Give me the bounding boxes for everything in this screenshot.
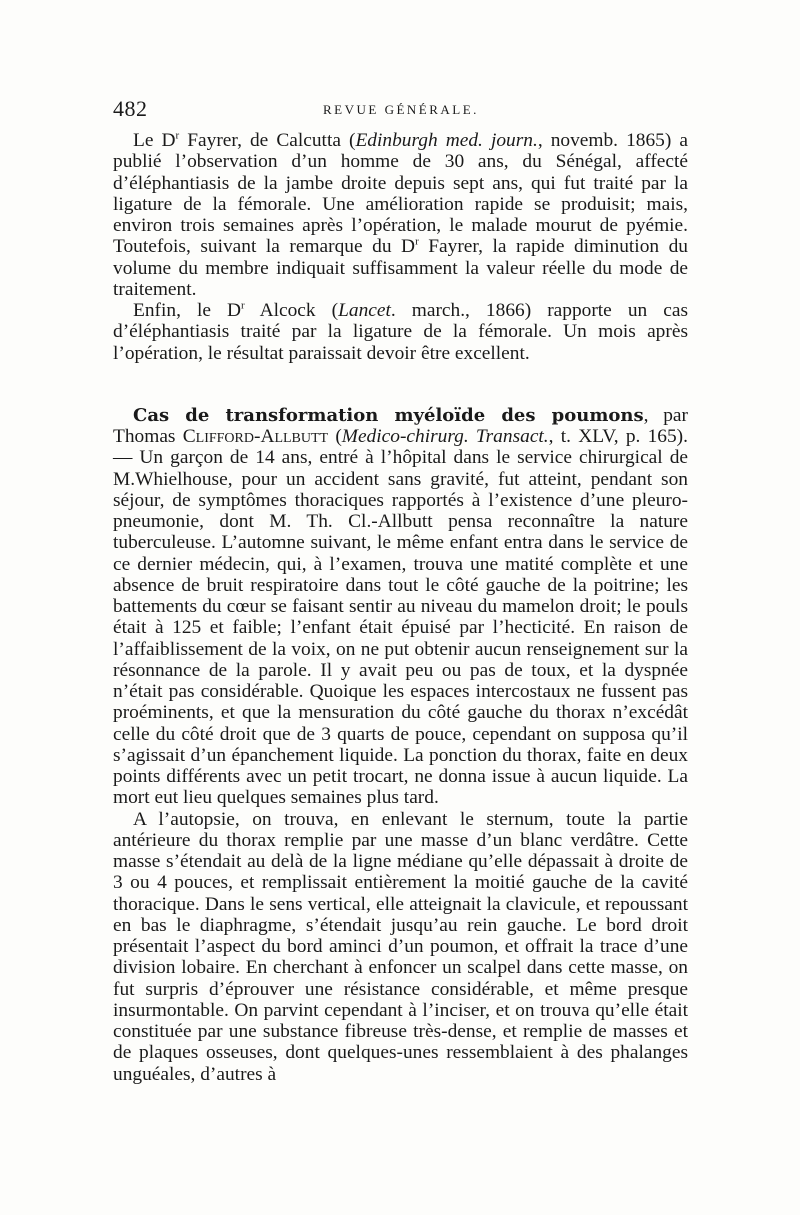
paragraph-autopsy [113, 809, 688, 1085]
text-run: Fayrer, de Calcutta ( [179, 130, 356, 151]
text-run: , t. XLV, p. 165). — Un garçon de 14 ans, entré à l’hôpital dans le service chirurgical de M.Whielhouse, pour un accident sans gravité, fut atteint, pendant son séjour, de symptômes thoraciques rapportés à l’existence d’une pleuro-pneumonie, dont M. Th. Cl.-Allbutt pensa reconnaître la nature tuberculeuse. L’automne suivant, le même enfant entra dans le service de ce dernier médecin, qui, à l’examen, trouva une matité complète et une absence de bruit respiratoire dans tout le côté gauche de la poitrine; les battements du cœur se faisant sentir au niveau du mamelon droit; le pouls était à 125 et faible; l’enfant était épuisé par l’hecticité. En raison de l’affaiblissement de la voix, on ne put obtenir aucun renseignement sur la résonnance de la parole. Il y avait peu ou pas de toux, et la dyspnée n’était pas considérable. Quoique les espaces intercostaux ne fussent pas proéminents, et que la mensuration du côté gauche du thorax n’excédât celle du côté droit que de 3 quarts de pouce, cependant on supposa qu’il s’agissait d’un épanchement liquide. La ponction du thorax, faite en deux points différents avec un petit trocart, ne donna issue à aucun liquide. La mort eut lieu quelques semaines plus tard. [113, 426, 688, 809]
author-name: Clifford-Allbutt [182, 426, 329, 447]
text-run: Le D [133, 130, 176, 151]
journal-citation: Lancet [338, 300, 391, 321]
text-run: , par Thomas [113, 404, 688, 447]
section-title: Cas de transformation myéloïde des poumons [133, 404, 644, 426]
paragraph-alcock [113, 300, 688, 364]
page-header [113, 96, 688, 122]
section-spacer [113, 364, 688, 405]
page-number: 482 [113, 96, 148, 121]
text-run: Enfin, le D [133, 300, 241, 321]
text-run: . march., 1866) rapporte un cas d’éléphantiasis traité par la ligature de la fémorale. Un mois après l’opération, le résultat paraissait devoir être excellent. [113, 300, 688, 364]
journal-citation: Edinburgh med. journ. [355, 130, 538, 151]
journal-citation: Medico-chirurg. Transact. [341, 426, 549, 447]
text-run: , novemb. 1865) a publié l’observation d’un homme de 30 ans, du Sénégal, affecté d’éléphantiasis de la jambe droite depuis sept ans, qui fut traité par la ligature de la fémorale. Une amélioration rapide se produisit; mais, environ trois semaines après l’opération, le malade mourut de pyémie. Toutefois, suivant la remarque du D [113, 130, 688, 258]
running-head: REVUE GÉNÉRALE. [323, 102, 479, 117]
paragraph-section-myeloid [113, 405, 688, 809]
text-run: A l’autopsie, on trouva, en enlevant le sternum, toute la partie antérieure du thorax remplie par une masse d’un blanc verdâtre. Cette masse s’étendait au delà de la ligne médiane qu’elle dépassait à droite de 3 ou 4 pouces, et remplissait entièrement la moitié gauche de la cavité thoracique. Dans le sens vertical, elle atteignait la clavicule, et repoussant en bas le diaphragme, s’étendait jusqu’au rein gauche. Le bord droit présentait l’aspect du bord aminci d’un poumon, et offrait la trace d’une division lobaire. En cherchant à enfoncer un scalpel dans cette masse, on fut surpris d’éprouver une résistance considérable, et même presque insurmontable. On parvint cependant à l’inciser, et on trouva qu’elle était constituée par une substance fibreuse très-dense, et remplie de masses et de plaques osseuses, dont quelques-unes ressemblaient à des phalanges unguéales, d’autres à [113, 808, 688, 1085]
superscript: r [415, 235, 419, 248]
superscript: r [175, 129, 180, 142]
paragraph-fayrer [113, 130, 688, 300]
text-run: Alcock ( [244, 300, 339, 321]
text-run: Fayrer, la rapide diminution du volume du membre indiquait suffisamment la valeur réelle du mode de traitement. [113, 236, 688, 300]
page-body [113, 130, 688, 1085]
superscript: r [240, 299, 245, 312]
text-run: ( [328, 426, 342, 447]
